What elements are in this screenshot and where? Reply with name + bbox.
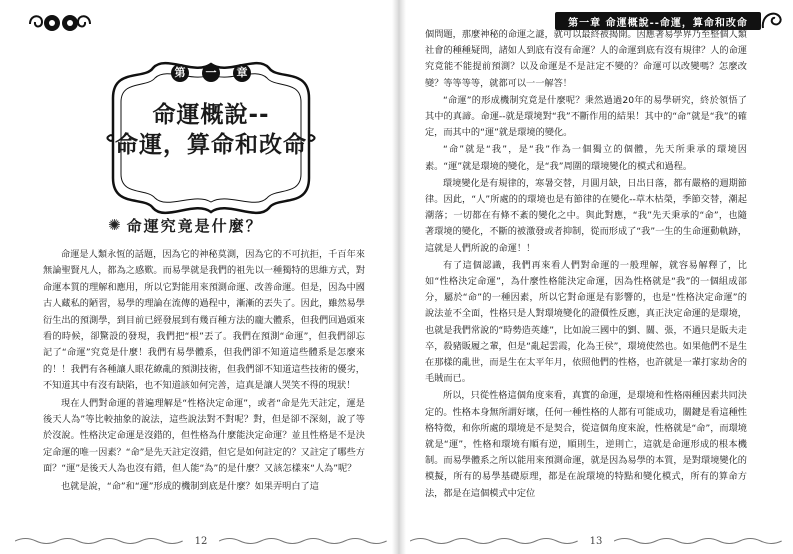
chapter-badge: 章 <box>233 64 251 82</box>
paragraph: 命運是人類永恆的話題，因為它的神秘莫測，因為它的不可抗拒，千百年來無論聖賢凡人，都為之感歎。而易學就是我們的祖先以一種獨特的思維方式，對命運本質的理解和應用，所以它對能用來預測命運、改善命運。但是，因為中國古人藏私的陋習，易學的理論在流傳的過程中，漸漸的丟失了。因此，雖然易學衍生出的預測學，到目前已經發展到有幾百種方法的龐大體系，但我們回過頭來看的時候，卻驚設的發現，我們把“根”丟了。我們在預測“命運”，但我們卻忘記了“命運”究竟是什麼！我們有易學體系，但我們卻不知道這些體系是怎麼來的！！我們有各種讓人眼花繚亂的預測技術，但我們卻不知道這些技術的優劣，不知道其中有沒有缺陷，也不知道該如何完善，這真是讓人哭笑不得的現狀！ <box>43 249 365 392</box>
right-footer <box>410 534 782 548</box>
paragraph: 所以，只從性格這個角度來看，真實的命運，是環境和性格兩種因素共同決定的。性格本身無所謂好壞，任何一種性格的人都有可能成功，關鍵是看這種性格特徵，和你所處的環境是不是契合，從這個角度來說，性格就是“命”，而環境就是“運”，性格和環境有順有逆，順則生，逆則亡，這就是命運形成的根本機制。而易學體系之所以能用來預測命運，就是因為易學的本質，是對環境變化的模擬，所有的易學基礎原理，都是在說環境的特點和變化模式，所有的算命方法，都是在這個模式中定位 <box>425 390 747 499</box>
page-gutter <box>392 0 406 554</box>
page-number: 12 <box>194 535 208 547</box>
chapter-title-line2: 命運，算命和改命 <box>115 132 307 158</box>
footer-wave-ornament <box>219 536 387 546</box>
header-flourish-icon <box>759 8 785 34</box>
paragraph: “命”就是“我”，是“我”作為一個獨立的個體，先天所秉承的環境因素。“運”就是環境的變化，是“我”周圍的環境變化的模式和過程。 <box>425 144 747 172</box>
chapter-badge: 第 <box>171 64 189 82</box>
paragraph: 現在人們對命運的普遍理解是“性格決定命運”，或者“命是先天註定，運是後天人為”等比較抽象的說法，這些說法對不對呢？對，但是卻不深刻，說了等於沒說。性格決定命運是沒錯的，但性格為什麼能決定命運？並且性格是不是決定命運的唯一因素？“命”是先天註定沒錯，但它是如何註定的？又註定了哪些方面？“運”是後天人為也沒有錯，但人能“為”的是什麼？又該怎樣來“人為”呢？ <box>43 397 365 475</box>
footer-wave-ornament <box>410 536 578 546</box>
chapter-badge: 一 <box>202 64 220 82</box>
paragraph: 環境變化是有規律的，寒暑交替，月圓月缺，日出日落，都有嚴格的週期節律。因此，“人”所處的的環境也是有節律的在變化--草木枯榮，季節交替，潮起潮落；一切都在有條不紊的變化之中。與此對應，“我”先天秉承的“命”，也隨著環境的變化，不斷的被激發或者抑制，從而形成了“我”一生的生命運動軌跡，這就是人們所說的命運！！ <box>425 177 747 254</box>
paragraph: 個問題，那麼神秘的命運之謎，就可以最終被揭開。因應著易學界乃至整個人類社會的種種疑問，諸如人到底有沒有命運？人的命運到底有沒有規律？人的命運究竟能不能提前預測？以及命運是不是註定不變的？命運可以改變嗎？怎麼改變？等等等等，就都可以一一解答！ <box>425 29 747 89</box>
chapter-label <box>171 64 251 82</box>
chapter-title-line1: 命運概說-- <box>152 102 270 128</box>
corner-flourish-icon <box>26 10 94 36</box>
paragraph: 也就是說，“命”和“運”形成的機制到底是什麼？如果弄明白了這 <box>61 480 319 492</box>
left-page-body <box>43 247 365 527</box>
left-page <box>0 0 396 554</box>
paragraph: “命運”的形成機制究竟是什麼呢？秉然過過20年的易學研究，終於領悟了其中的真諦。命運--就是環境對“我”不斷作用的結果！其中的“命”就是“我”的確定，而其中的“運”就是環境的變化。 <box>425 94 747 139</box>
running-header-text: 第一章 命運概說--命運，算命和改命 <box>568 17 748 29</box>
footer-wave-ornament <box>614 536 782 546</box>
section-heading-text: 命運究竟是什麼？ <box>126 216 263 235</box>
paragraph: 有了這個認識，我們再來看人們對命運的一般理解，就容易解釋了，比如“性格決定命運”，為什麼性格能決定命運，因為性格就是“我”的一個組成部分，屬於“命”的一種因素，所以它對命運是有影響的，也是“性格決定命運”的說法並不全面，性格只是人對環境變化的證價性反應，真正決定命運的是環境，也就是我們常說的“時勢造英雄”，比如說三國中的劉、關、張，不過只是販夫走卒，殺豬販履之輩，但是“亂起雲霞，化為王侯”，環境使然也。如果他們不是生在那樣的亂世，而是生在太平年月，依照他們的性格，也許就是一輩打家劫舍的毛賊而已。 <box>425 259 747 385</box>
footer-wave-ornament <box>15 536 183 546</box>
page-number: 13 <box>589 535 603 547</box>
spiral-ornament-icon: ✺ <box>108 216 121 234</box>
right-page-body <box>425 27 747 534</box>
section-heading <box>108 214 263 236</box>
left-footer <box>15 534 387 548</box>
